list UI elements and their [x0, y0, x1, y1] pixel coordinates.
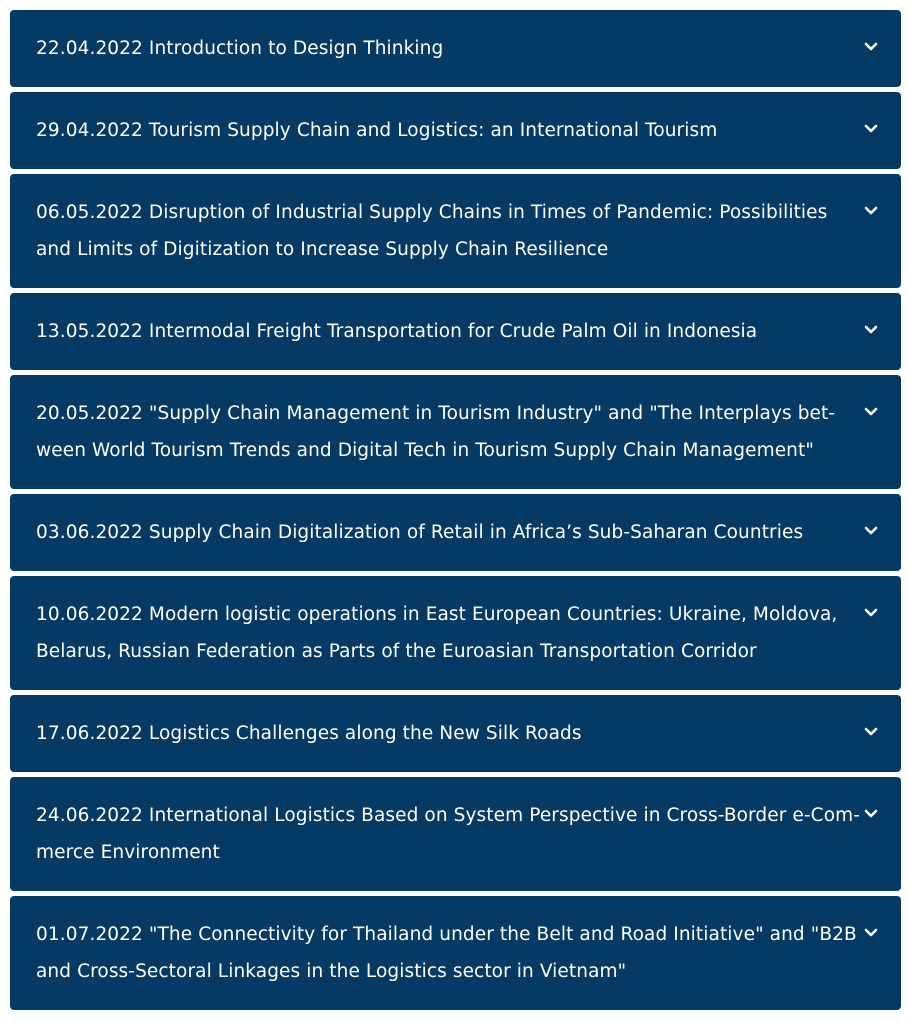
accordion-item-title: 06.05.2022 Disruption of Industrial Supply Chains in Times of Pandemic: Possibilities and Limits of Digitization to Increase Supply Chain Resilience: [36, 202, 828, 260]
accordion-item-title: 24.06.2022 International Logistics Based on System Perspective in Cross-Border e-Commerce Environment: [36, 805, 860, 863]
chevron-down-icon[interactable]: [864, 206, 878, 216]
accordion-item[interactable]: [10, 174, 901, 288]
chevron-down-icon[interactable]: [864, 407, 878, 417]
chevron-down-icon[interactable]: [864, 124, 878, 134]
accordion-item-title: 01.07.2022 "The Connectivity for Thailand under the Belt and Road Initiative" and "B2B and Cross-Sectoral Linkages in the Logistics sector in Vietnam": [36, 924, 857, 982]
accordion-item[interactable]: [10, 10, 901, 87]
accordion-item[interactable]: [10, 695, 901, 772]
accordion-item[interactable]: [10, 293, 901, 370]
accordion-item-title: 22.04.2022 Introduction to Design Thinking: [36, 38, 444, 59]
chevron-down-icon[interactable]: [864, 42, 878, 52]
chevron-down-icon[interactable]: [864, 809, 878, 819]
accordion-item[interactable]: [10, 92, 901, 169]
accordion-item[interactable]: [10, 576, 901, 690]
accordion-item[interactable]: [10, 777, 901, 891]
accordion-item-title: 10.06.2022 Modern logistic operations in East European Countries: Ukraine, Moldova, Belarus, Russian Federation as Parts of the Euroasian Transportation Corridor: [36, 604, 838, 662]
chevron-down-icon[interactable]: [864, 608, 878, 618]
accordion-item[interactable]: [10, 375, 901, 489]
accordion-item-title: 17.06.2022 Logistics Challenges along the New Silk Roads: [36, 723, 582, 744]
accordion-item-title: 13.05.2022 Intermodal Freight Transportation for Crude Palm Oil in Indonesia: [36, 321, 758, 342]
chevron-down-icon[interactable]: [864, 526, 878, 536]
accordion-item-title: 20.05.2022 "Supply Chain Management in Tourism Industry" and "The Interplays between World Tourism Trends and Digital Tech in Tourism Supply Chain Management": [36, 403, 836, 461]
chevron-down-icon[interactable]: [864, 727, 878, 737]
accordion-item[interactable]: [10, 896, 901, 1010]
accordion-item-title: 29.04.2022 Tourism Supply Chain and Logistics: an International Tourism: [36, 120, 718, 141]
accordion-item-title: 03.06.2022 Supply Chain Digitalization of Retail in Africa’s Sub-Saharan Countries: [36, 522, 804, 543]
chevron-down-icon[interactable]: [864, 325, 878, 335]
accordion-item[interactable]: [10, 494, 901, 571]
chevron-down-icon[interactable]: [864, 928, 878, 938]
